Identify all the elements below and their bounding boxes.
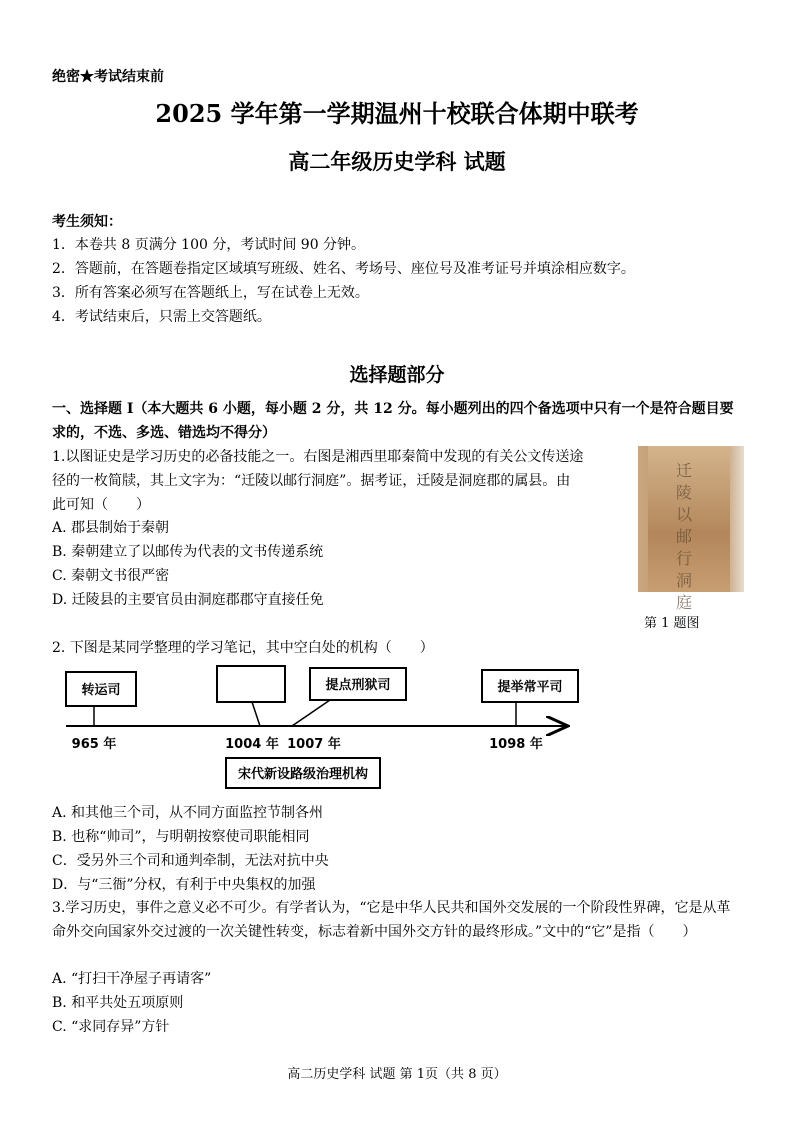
q3-option-a: A. “打扫干净屋子再请客” — [52, 971, 212, 987]
q1-stem: 1.以图证史是学习历史的必备技能之一。右图是湘西里耶秦简中发现的有关公文传送途径的一枚简牍，其上文字为：“迁陵以邮行洞庭”。据考证，迁陵是洞庭郡的属县。由此可知（ ） — [52, 449, 584, 513]
slip-inscription: 迁陵以邮行洞庭 — [676, 461, 693, 612]
notice-item-1: 1．本卷共 8 页满分 100 分，考试时间 90 分钟。 — [52, 237, 366, 253]
notice-item-4: 4．考试结束后，只需上交答题纸。 — [52, 309, 271, 325]
timeline-caption: 宋代新设路级治理机构 — [237, 767, 369, 782]
year-1007: 1007 年 — [287, 737, 341, 752]
q1-figure-caption: 第 1 题图 — [644, 616, 700, 631]
part1-heading: 一、选择题 I（本大题共 6 小题，每小题 2 分，共 12 分。每小题列出的四个备选项中只有一个是符合题目要求的，不选、多选、错选均不得分） — [52, 401, 734, 441]
q1-option-d: D. 迁陵县的主要官员由洞庭郡郡守直接任免 — [52, 592, 324, 608]
q3-option-c: C. “求同存异”方针 — [52, 1019, 170, 1035]
box-blank — [217, 666, 285, 702]
exam-title: 2025 学年第一学期温州十校联合体期中联考 — [155, 99, 639, 128]
q2-option-a: A. 和其他三个司，从不同方面监控节制各州 — [52, 805, 324, 821]
page-footer: 高二历史学科 试题 第 1页（共 8 页） — [287, 1067, 507, 1082]
year-965: 965 年 — [71, 737, 117, 752]
q3-option-b: B. 和平共处五项原则 — [52, 995, 184, 1011]
box-zhuanyunsi-label: 转运司 — [81, 683, 121, 698]
connector-1004 — [252, 702, 260, 726]
box-tijuchangpingsi-label: 提举常平司 — [497, 680, 563, 695]
q2-option-c: C．受另外三个司和通判牵制，无法对抗中央 — [52, 853, 329, 869]
q2-timeline-diagram — [52, 662, 582, 792]
q2-stem: 2. 下图是某同学整理的学习笔记，其中空白处的机构（ ） — [52, 640, 434, 656]
confidential-label: 绝密★考试结束前 — [52, 69, 164, 85]
notice-heading: 考生须知： — [52, 214, 122, 230]
year-1098: 1098 年 — [489, 737, 543, 752]
q3-stem: 3.学习历史，事件之意义必不可少。有学者认为，“它是中华人民共和国外交发展的一个阶段性界碑，它是从革命外交向国家外交过渡的一次关键性转变，标志着新中国外交方针的最终形成。”文中的“它”是指（ ） — [52, 900, 731, 940]
notice-item-2: 2．答题前，在答题卷指定区域填写班级、姓名、考场号、座位号及准考证号并填涂相应数字。 — [52, 261, 635, 277]
q1-option-c: C. 秦朝文书很严密 — [52, 568, 170, 584]
q1-option-b: B. 秦朝建立了以邮传为代表的文书传递系统 — [52, 544, 324, 560]
section-title: 选择题部分 — [349, 364, 445, 386]
q2-option-b: B. 也称“帅司”，与明朝按察使司职能相同 — [52, 829, 310, 845]
bamboo-slip-image — [638, 446, 744, 612]
notice-item-3: 3．所有答案必须写在答题纸上，写在试卷上无效。 — [52, 285, 369, 301]
box-tidianxingyusi-label: 提点刑狱司 — [325, 678, 391, 693]
exam-subtitle: 高二年级历史学科 试题 — [288, 149, 506, 174]
q2-option-d: D．与“三衙”分权，有利于中央集权的加强 — [52, 877, 316, 893]
connector-1007 — [292, 700, 330, 726]
q1-option-a: A. 郡县制始于秦朝 — [52, 520, 170, 536]
year-1004: 1004 年 — [225, 737, 279, 752]
